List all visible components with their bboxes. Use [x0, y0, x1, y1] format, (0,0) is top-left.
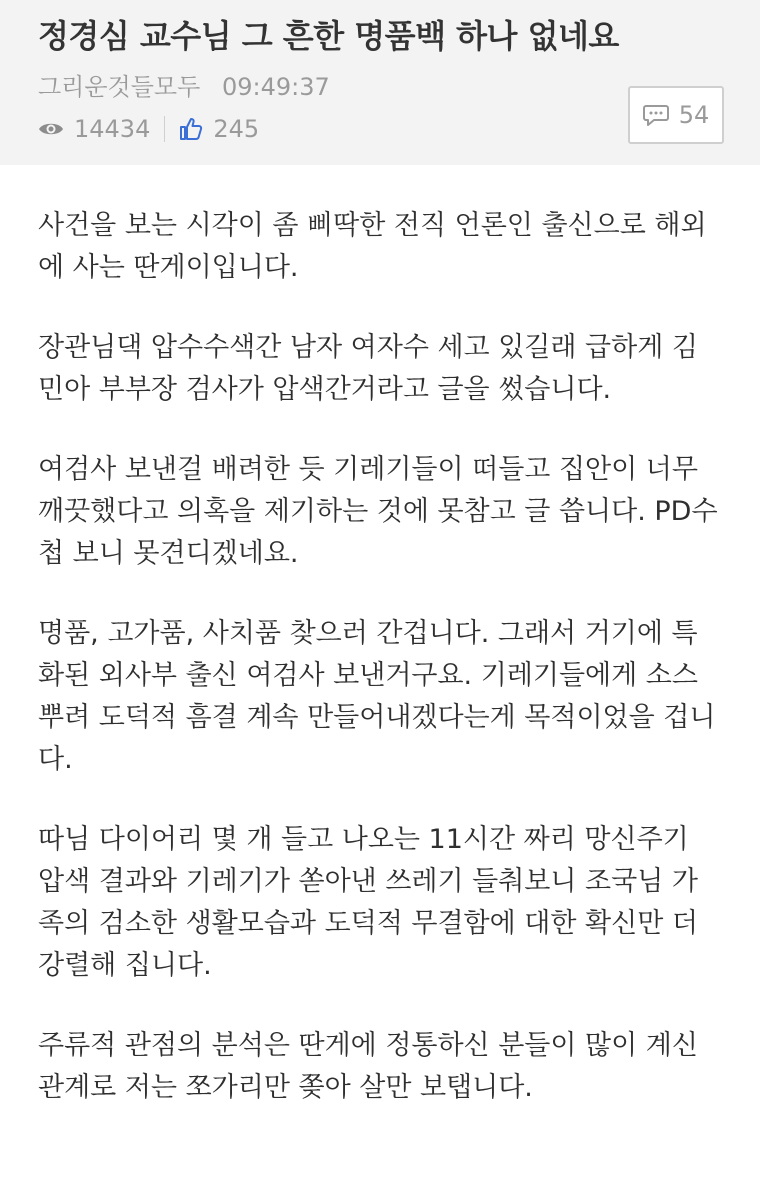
stats-divider [164, 116, 165, 142]
post-title: 정경심 교수님 그 흔한 명품백 하나 없네요 [38, 17, 619, 55]
comment-count-value: 54 [678, 101, 710, 129]
post-paragraph: 주류적 관점의 분석은 딴게에 정통하신 분들이 많이 계신 관계로 저는 쪼가리만 쫒아 살만 보탭니다. [38, 1030, 698, 1103]
post-time: 09:49:37 [221, 73, 330, 101]
view-count [38, 114, 150, 144]
like-count-value: 245 [213, 115, 260, 143]
post-paragraph: 사건을 보는 시각이 좀 삐딱한 전직 언론인 출신으로 해외에 사는 딴게이입니다. [38, 210, 707, 283]
like-button[interactable] [179, 114, 259, 144]
post-paragraph: 여검사 보낸걸 배려한 듯 기레기들이 떠들고 집안이 너무 깨끗했다고 의혹을 제기하는 것에 못참고 글 씁니다. PD수첩 보니 못견디겠네요. [38, 454, 718, 569]
post-paragraph: 따님 다이어리 몇 개 들고 나오는 11시간 짜리 망신주기 압색 결과와 기레기가 쏟아낸 쓰레기 들춰보니 조국님 가족의 검소한 생활모습과 도덕적 무결함에 대한 확신만 더 강렬해 집니다. [38, 824, 698, 981]
post-paragraph: 명품, 고가품, 사치품 찾으러 간겁니다. 그래서 거기에 특화된 외사부 출신 여검사 보낸거구요. 기레기들에게 소스 뿌려 도덕적 흠결 계속 만들어내겠다는게 목적이었을 겁니다. [38, 618, 716, 775]
post-header [0, 0, 760, 165]
speech-bubble-icon [643, 104, 669, 126]
view-count-value: 14434 [74, 115, 151, 143]
post-paragraph: 장관님댁 압수수색간 남자 여자수 세고 있길래 급하게 김민아 부부장 검사가 압색간거라고 글을 썼습니다. [38, 332, 698, 405]
post-stats [38, 114, 722, 144]
post-meta [38, 72, 722, 102]
author-name[interactable]: 그리운것들모두 [38, 73, 201, 101]
comments-button[interactable] [628, 86, 724, 144]
eye-icon [38, 120, 64, 138]
thumbs-up-icon [179, 117, 203, 141]
post-body [0, 165, 760, 1109]
